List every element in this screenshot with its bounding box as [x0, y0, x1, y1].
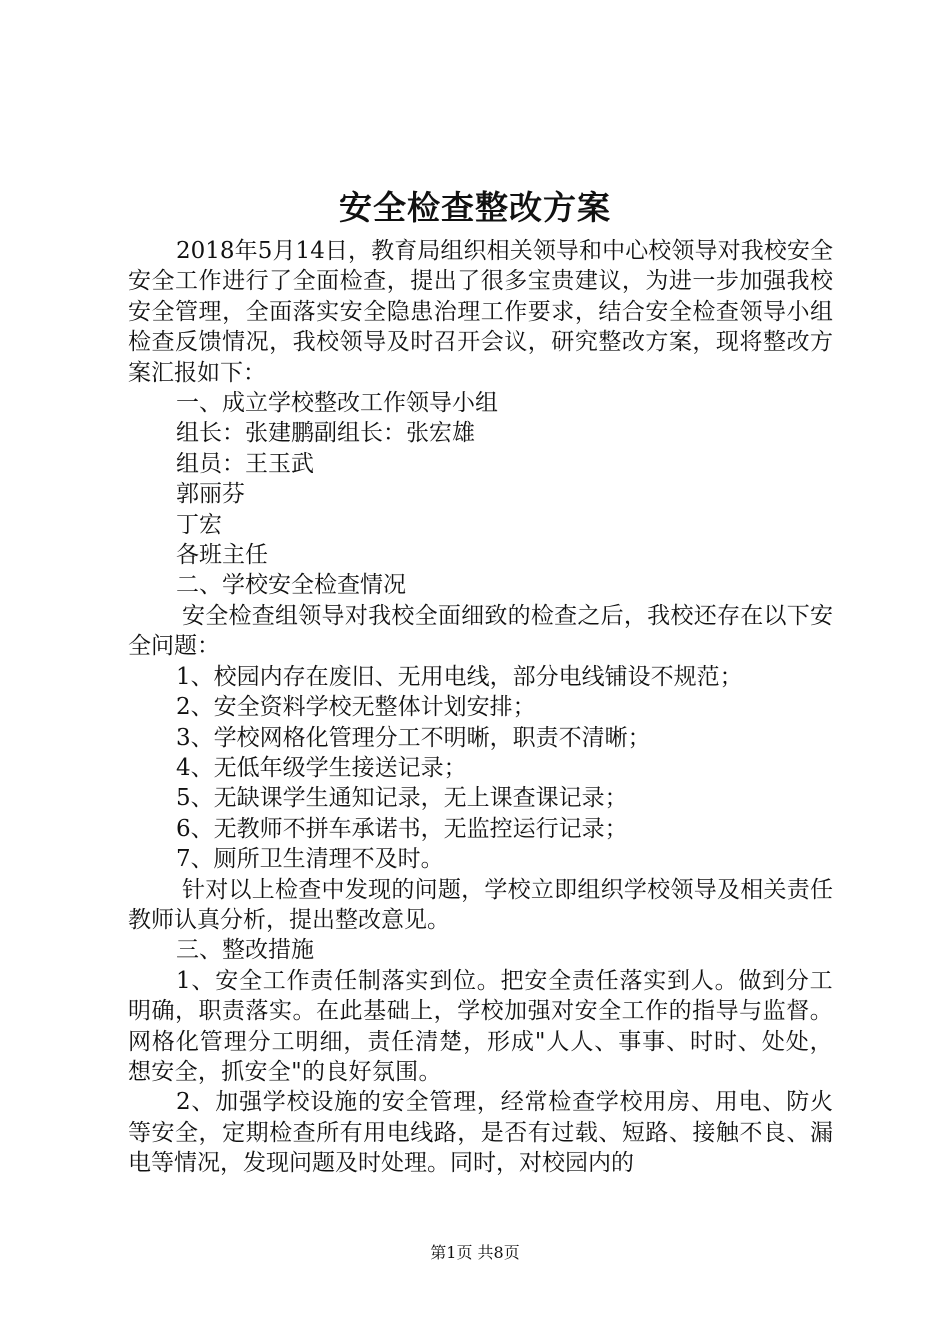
leader-line: 组长：张建鹏副组长：张宏雄: [176, 420, 475, 447]
issue-item: 2、安全资料学校无整体计划安排；: [176, 694, 536, 721]
measure-paragraph: 2、加强学校设施的安全管理，经常检查学校用房、用电、防火等安全，定期检查所有用电线路，是否有过载、短路、接触不良、漏电等情况，发现问题及时处理。同时，对校园内的: [128, 1089, 833, 1177]
member-name: 各班主任: [176, 542, 268, 569]
measure-paragraph: 1、安全工作责任制落实到位。把安全责任落实到人。做到分工明确，职责落实。在此基础上，学校加强对安全工作的指导与监督。网格化管理分工明细，责任清楚，形成"人人、事事、时时、处处，想安全，抓安全"的良好氛围。: [128, 967, 833, 1085]
section-heading-inspection: 二、学校安全检查情况: [176, 572, 406, 599]
issue-item: 7、厕所卫生清理不及时。: [176, 846, 444, 873]
member-name: 丁宏: [176, 511, 222, 538]
response-paragraph: 针对以上检查中发现的问题，学校立即组织学校领导及相关责任教师认真分析，提出整改意见。: [128, 876, 833, 933]
document-title: 安全检查整改方案: [339, 188, 611, 227]
section-heading-measures: 三、整改措施: [176, 937, 314, 964]
inspection-paragraph: 安全检查组领导对我校全面细致的检查之后，我校还存在以下安全问题：: [128, 602, 833, 660]
issue-item: 3、学校网格化管理分工不明晰，职责不清晰；: [176, 724, 651, 751]
section-heading-leadership-group: 一、成立学校整改工作领导小组: [176, 390, 498, 417]
issue-item: 6、无教师不拼车承诺书，无监控运行记录；: [176, 815, 628, 842]
page-footer: 第1页 共8页: [430, 1243, 520, 1262]
issue-item: 5、无缺课学生通知记录，无上课查课记录；: [176, 785, 628, 812]
issue-item: 4、无低年级学生接送记录；: [176, 754, 467, 781]
intro-paragraph: 2018年5月14日，教育局组织相关领导和中心校领导对我校安全安全工作进行了全面检查，提出了很多宝贵建议，为进一步加强我校安全管理，全面落实安全隐患治理工作要求，结合安全检查领导小组检查反馈情况，我校领导及时召开会议，研究整改方案，现将整改方案汇报如下：: [128, 238, 833, 386]
issue-item: 1、校园内存在废旧、无用电线，部分电线铺设不规范；: [176, 663, 743, 690]
document-body: [128, 236, 833, 1179]
member-line: 组员：王玉武: [176, 450, 314, 477]
member-name: 郭丽芬: [176, 481, 245, 508]
